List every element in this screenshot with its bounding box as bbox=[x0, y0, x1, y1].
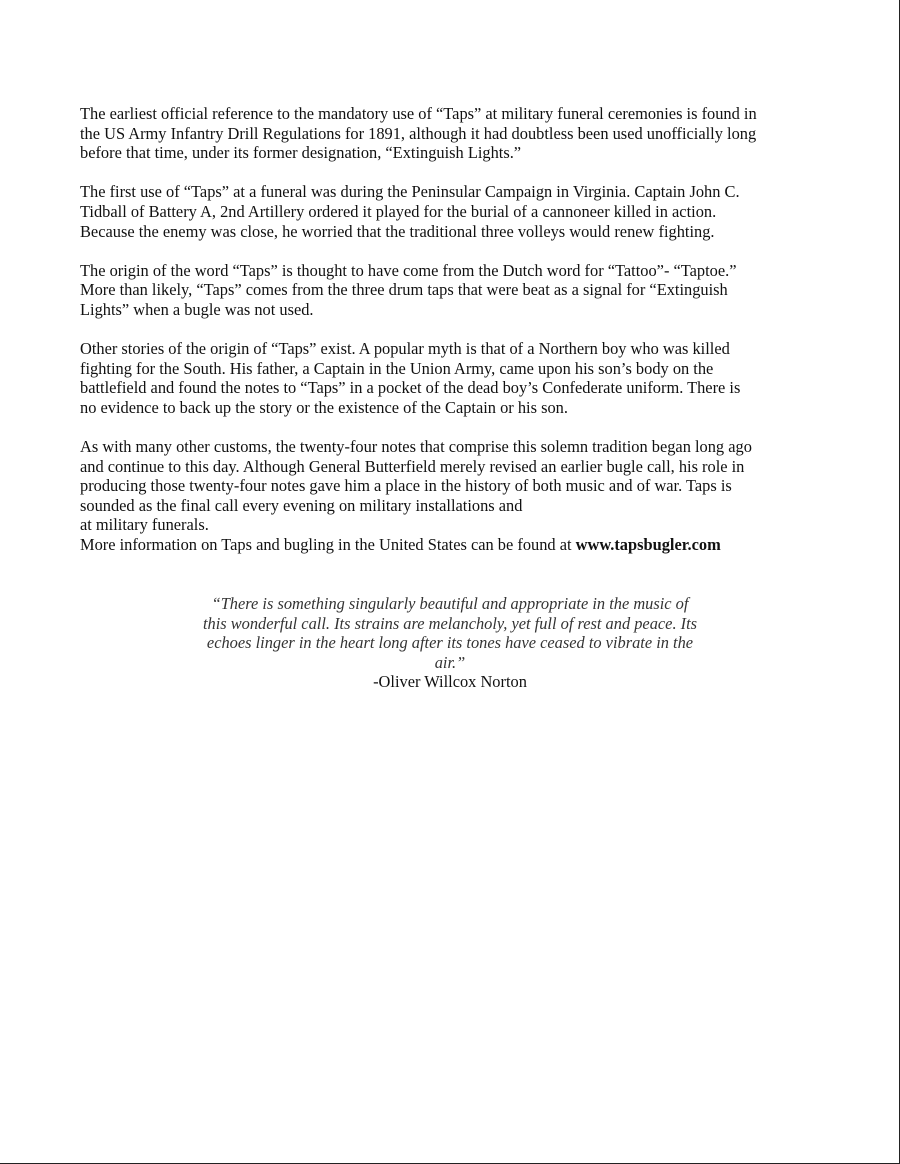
paragraph-earliest-reference bbox=[80, 104, 820, 163]
text-line: The origin of the word “Taps” is thought to have come from the Dutch word for “Tattoo”- “Taptoe.” bbox=[80, 260, 737, 280]
text-line: The earliest official reference to the mandatory use of “Taps” at military funeral ceremonies is found in bbox=[80, 104, 757, 123]
quote-line: air.” bbox=[434, 652, 466, 672]
text-line: fighting for the South. His father, a Captain in the Union Army, came upon his son’s body on the bbox=[80, 358, 714, 378]
text-line: at military funerals. bbox=[80, 515, 209, 535]
quote-attribution: -Oliver Willcox Norton bbox=[373, 672, 527, 692]
paragraph-customs bbox=[80, 437, 820, 555]
text-line: and continue to this day. Although General Butterfield merely revised an earlier bugle call, his role in bbox=[80, 456, 745, 476]
text-line: The first use of “Taps” at a funeral was during the Peninsular Campaign in Virginia. Captain John C. bbox=[80, 182, 740, 202]
paragraph-other-stories bbox=[80, 339, 820, 417]
body-text bbox=[80, 104, 820, 555]
more-info-line bbox=[80, 535, 820, 555]
paragraph-word-origin bbox=[80, 261, 820, 320]
quote-line: echoes linger in the heart long after its tones have ceased to vibrate in the bbox=[206, 633, 694, 653]
text-line: Because the enemy was close, he worried that the traditional three volleys would renew fighting. bbox=[80, 221, 715, 241]
more-info-text: More information on Taps and bugling in the United States can be found at bbox=[80, 535, 576, 555]
text-line: battlefield and found the notes to “Taps” in a pocket of the dead boy’s Confederate uniform. There is bbox=[80, 378, 741, 398]
text-line: sounded as the final call every evening on military installations and bbox=[80, 495, 523, 515]
paragraph-first-use bbox=[80, 182, 820, 241]
website-link[interactable]: www.tapsbugler.com bbox=[575, 535, 721, 555]
text-line: no evidence to back up the story or the existence of the Captain or his son. bbox=[80, 397, 568, 417]
text-line: producing those twenty-four notes gave him a place in the history of both music and of war. Taps is bbox=[80, 476, 732, 496]
quote-line: “There is something singularly beautiful and appropriate in the music of bbox=[211, 594, 689, 613]
text-line: Lights” when a bugle was not used. bbox=[80, 299, 314, 319]
text-line: As with many other customs, the twenty-four notes that comprise this solemn tradition began long ago bbox=[80, 437, 752, 457]
text-line: More than likely, “Taps” comes from the three drum taps that were beat as a signal for “Extinguish bbox=[80, 280, 728, 300]
quote-line: this wonderful call. Its strains are melancholy, yet full of rest and peace. Its bbox=[202, 613, 698, 633]
text-line: Tidball of Battery A, 2nd Artillery ordered it played for the burial of a cannoneer killed in action. bbox=[80, 201, 717, 221]
text-line: Other stories of the origin of “Taps” exist. A popular myth is that of a Northern boy who was killed bbox=[80, 339, 730, 359]
text-line: before that time, under its former designation, “Extinguish Lights.” bbox=[80, 143, 522, 163]
quote-block bbox=[160, 594, 740, 692]
text-line: the US Army Infantry Drill Regulations for 1891, although it had doubtless been used unofficially long bbox=[80, 123, 757, 143]
